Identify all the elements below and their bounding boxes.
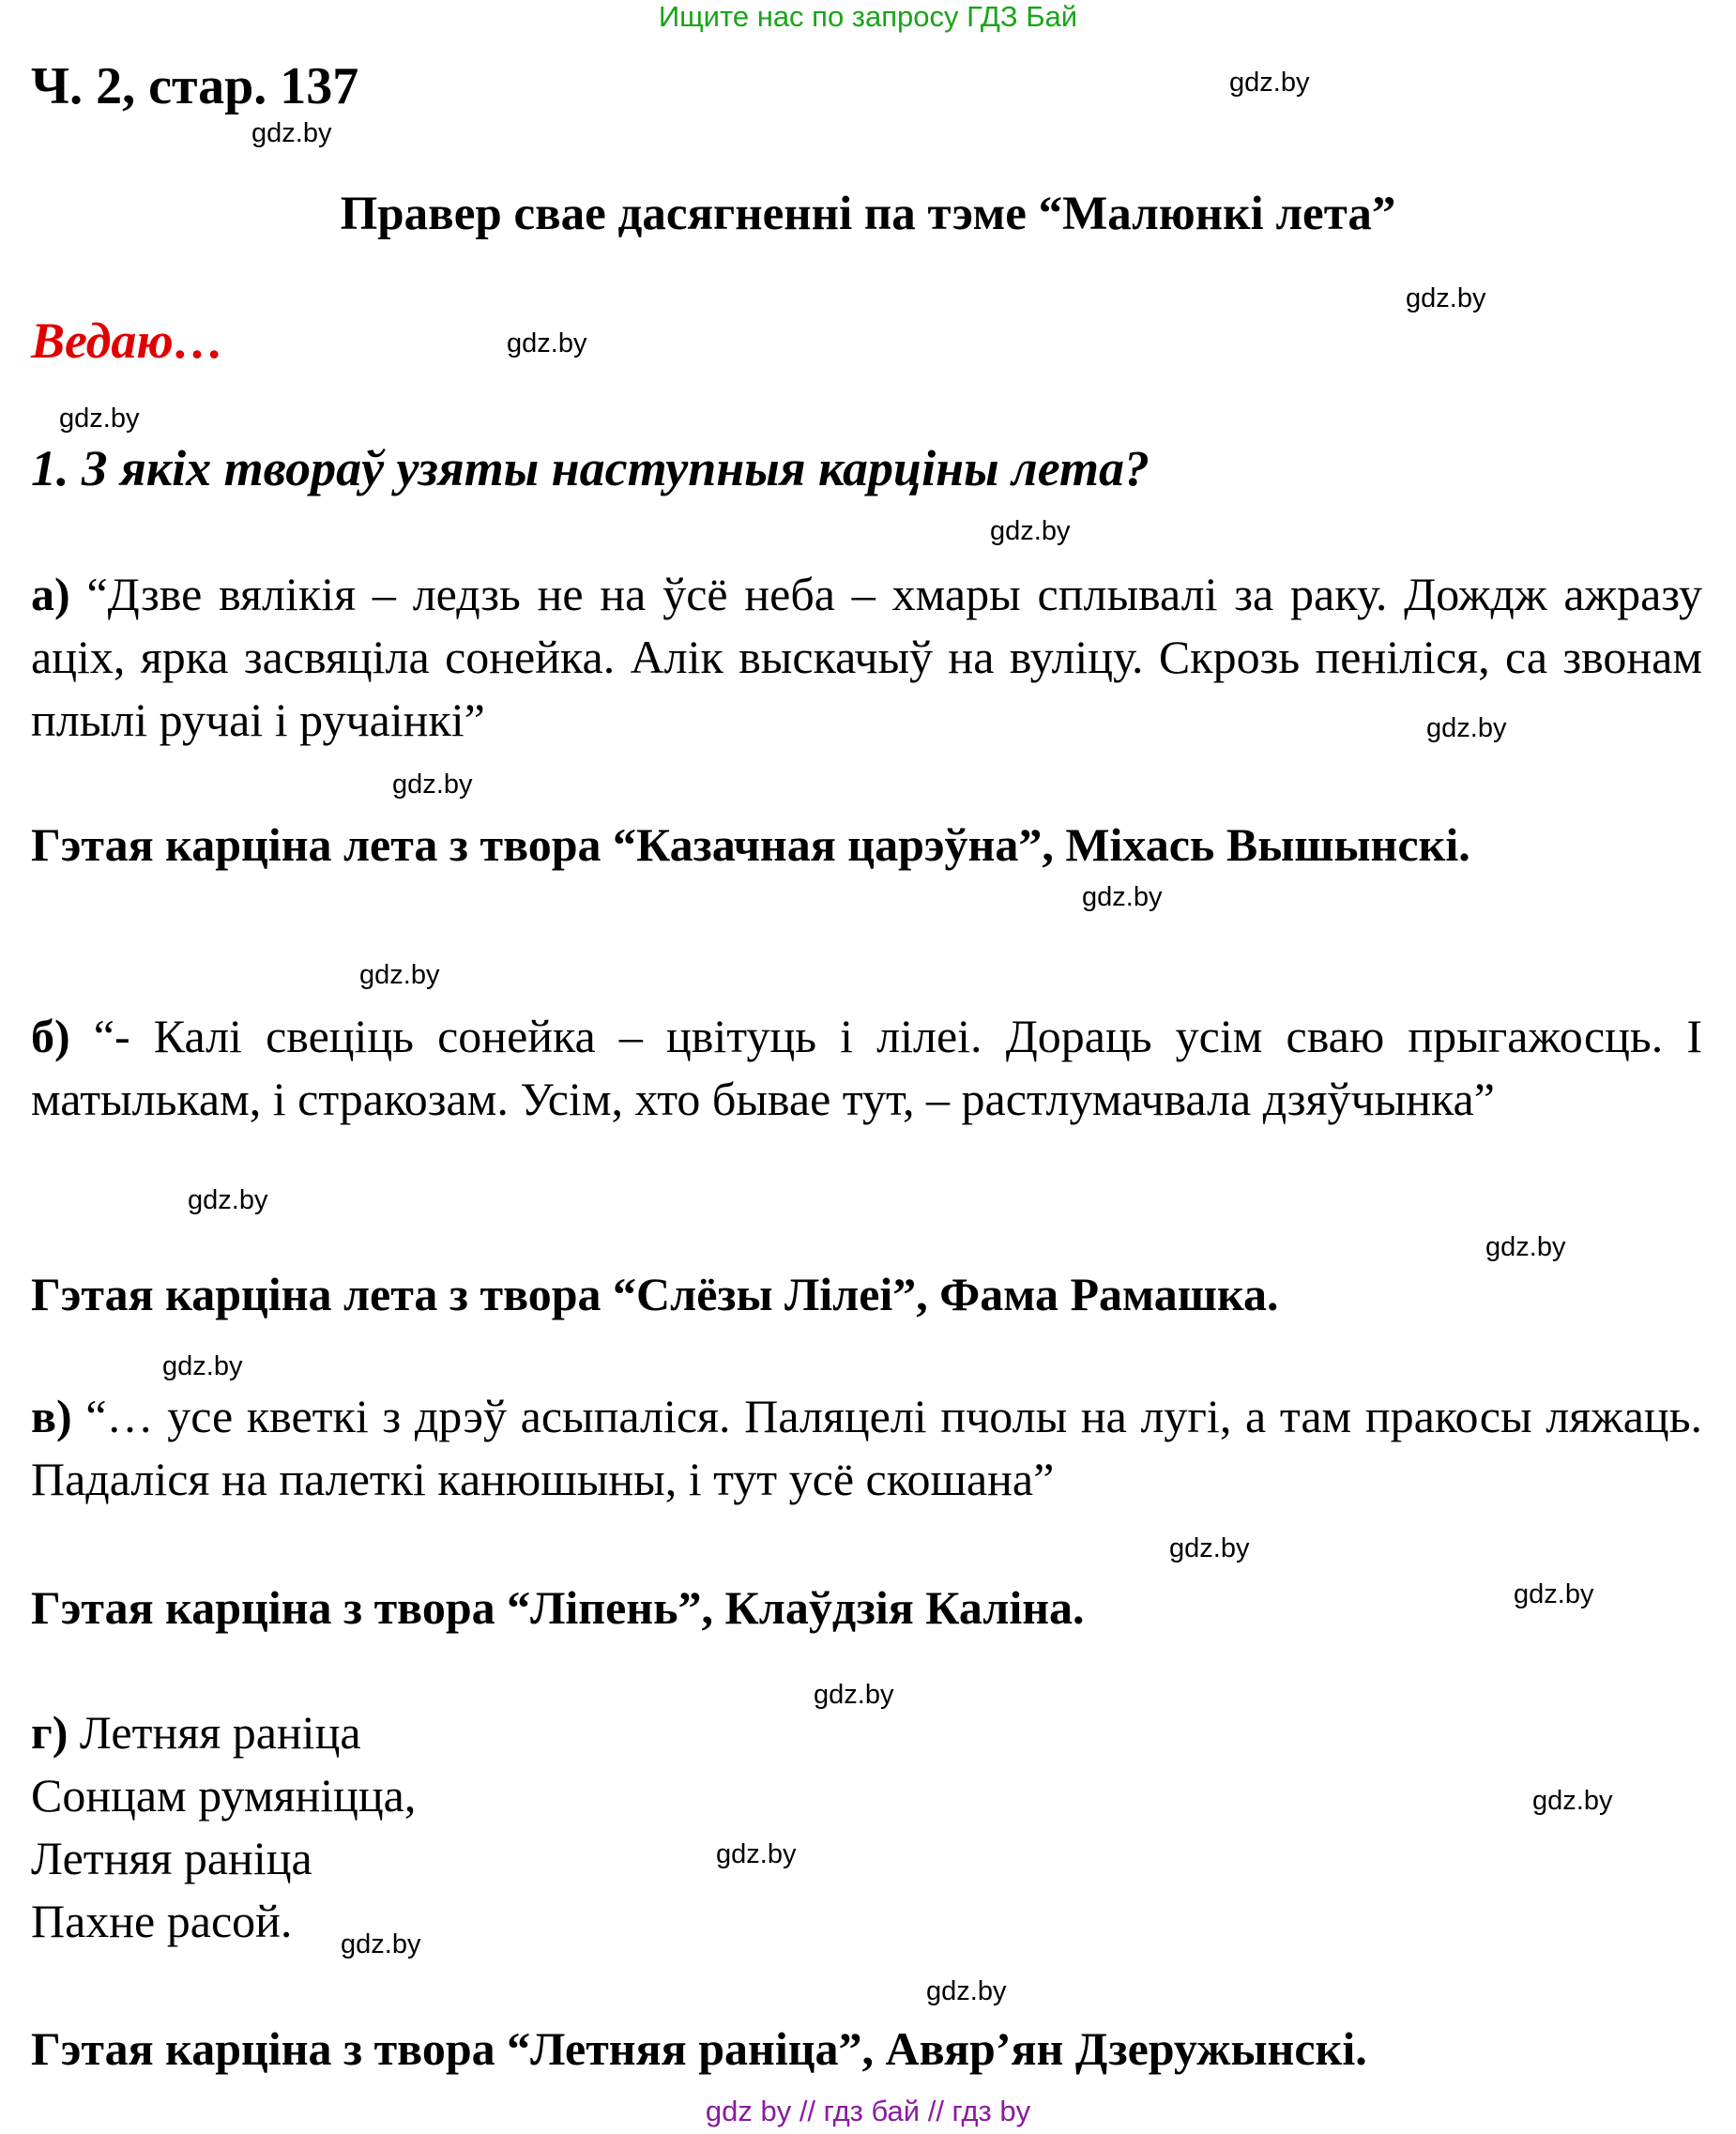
- excerpt-text: “Дзве вялікія – ледзь не на ўсё неба – хмары сплывалі за раку. Дождж ажразу аціх, ярка засвяціла сонейка. Алік выскачыў на вуліцу. Скрозь пеніліся, са звонам плылі ручаі і ручаінкі”: [31, 568, 1702, 746]
- question-heading: 1. З якіх твораў узяты наступныя карціны лета?: [31, 440, 1150, 496]
- answer-a: Гэтая карціна лета з твора “Казачная царэўна”, Міхась Вышынскі.: [31, 818, 1470, 871]
- watermark: gdz.by: [1406, 283, 1486, 313]
- item-label: б): [31, 1010, 70, 1062]
- poem-line: г) Летняя раніца: [31, 1706, 361, 1759]
- watermark: gdz.by: [162, 1351, 243, 1381]
- watermark: gdz.by: [990, 516, 1071, 546]
- watermark: gdz.by: [59, 404, 140, 434]
- watermark: gdz.by: [1426, 713, 1507, 743]
- item-label: в): [31, 1390, 72, 1442]
- footer-links: gdz by // гдз бай // гдз by: [705, 2095, 1031, 2127]
- watermark: gdz.by: [1514, 1579, 1594, 1609]
- page-title: Правер свае дасягненні па тэме “Малюнкі лета”: [340, 188, 1396, 240]
- watermark: gdz.by: [1229, 68, 1310, 98]
- excerpt-b: [31, 1005, 1702, 1131]
- watermark: gdz.by: [814, 1680, 894, 1710]
- excerpt-text: “- Калі свеціць сонейка – цвітуць і лілеі. Дораць усім сваю прыгажосць. І матылькам, і стракозам. Усім, хто бывае тут, – растлумачвала дзяўчынка”: [31, 1010, 1702, 1125]
- page-reference: Ч. 2, стар. 137: [31, 57, 359, 115]
- excerpt-text: “… усе кветкі з дрэў асыпаліся. Паляцелі пчолы на лугі, а там пракосы ляжаць. Падаліся на палеткі канюшыны, і тут усё скошана”: [31, 1390, 1702, 1505]
- answer-d: Гэтая карціна з твора “Летняя раніца”, Авяр’ян Дзеружынскі.: [31, 2022, 1367, 2075]
- poem-line: Сонцам румяніцца,: [31, 1769, 417, 1822]
- watermark: gdz.by: [392, 770, 473, 800]
- item-label: а): [31, 568, 70, 620]
- watermark: gdz.by: [716, 1839, 797, 1869]
- poem-line: Летняя раніца: [31, 1832, 312, 1884]
- watermark: gdz.by: [1169, 1533, 1250, 1563]
- watermark: gdz.by: [1485, 1232, 1566, 1262]
- watermark: gdz.by: [507, 328, 587, 358]
- poem-line: Пахне расой.: [31, 1895, 293, 1947]
- watermark: gdz.by: [1082, 882, 1163, 912]
- top-banner: Ищите нас по запросу ГДЗ Бай: [658, 0, 1078, 33]
- poem-d: [31, 1701, 416, 1953]
- watermark: gdz.by: [188, 1185, 268, 1215]
- watermark: gdz.by: [251, 118, 332, 148]
- excerpt-c: [31, 1385, 1702, 1511]
- watermark: gdz.by: [359, 960, 440, 990]
- watermark: gdz.by: [926, 1976, 1007, 2006]
- watermark: gdz.by: [341, 1929, 421, 1959]
- item-label: г): [31, 1706, 69, 1759]
- watermark: gdz.by: [1532, 1786, 1613, 1816]
- answer-b: Гэтая карціна лета з твора “Слёзы Лілеі”, Фама Рамашка.: [31, 1268, 1279, 1320]
- answer-c: Гэтая карціна з твора “Ліпень”, Клаўдзія Каліна.: [31, 1581, 1085, 1634]
- section-heading: Ведаю…: [31, 312, 224, 369]
